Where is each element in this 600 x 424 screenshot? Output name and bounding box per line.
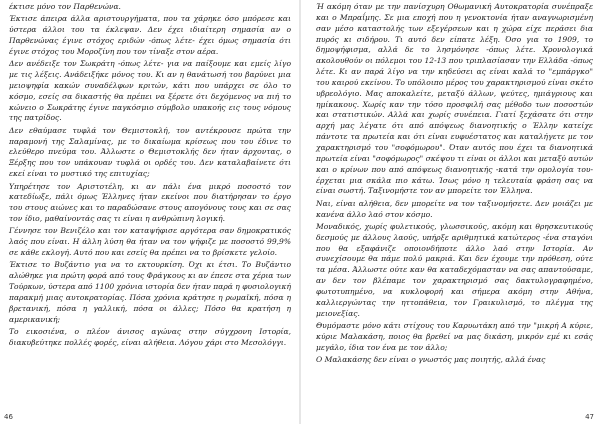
- paragraph: Γέννησε τον Βενιζέλο και τον καταψήφισε αργότερα σαν δημοκρατικός λαός που είναι. Η άλλη λύση θα ήταν να τον ψήφιζε με ποσοστό 99,9% σε κάθε εκλογή. Αυτό που και εσείς θα πρέπει να το βρίσκετε γελοίο.: [9, 226, 291, 258]
- page-number-left: 46: [4, 413, 13, 421]
- right-page: [301, 0, 600, 424]
- paragraph: Το εικοσιένα, ο πλέον άνισος αγώνας στην σύγχρονη Ιστορία, διακυβεύτηκε πολλές φορές, είναι αλήθεια. Λόγου χάρι στο Μεσολόγγι.: [9, 326, 291, 347]
- paragraph: Ο Μαλακάσης δεν είναι ο γνωστός μας ποιητής, αλλά ένας: [316, 355, 546, 364]
- paragraph: Μοναδικός, χωρίς φυλετικούς, γλωσσικούς, ακόμη και θρησκευτικούς δεσμούς με άλλους λαούς, υπήρξε αριθμητικά κατώτερος -ένα σταγόνι που θα εξαφάνιζε οποιονδήποτε άλλο λαό στην Ιστορία. Αν συνεχίσουμε θα πάμε πολύ μακριά. Και δεν έχουμε την πρόθεση, ούτε τα μέσα. Άλλωστε ούτε καν θα καταδεχόμασταν να σας απαντούσαμε, αν δεν τον βλέπαμε τον χαρακτηρισμό σας δακτυλογραφημένο, φωτοτυπημένο, να κυκλοφορή και σήμερα ακόμη στην Αθήνα, καλλιεργώντας την ηττοπάθεια, τον Γραικυλισμό, το πλέγμα της μειονεξίας.: [316, 221, 593, 318]
- page-number-right: 47: [585, 413, 594, 421]
- paragraph: Ή ακόμη όταν με την πανίσχυρη Οθωμανική Αυτοκρατορία συνέπραξε και ο Μπραΐμης. Σε μια εποχή που η γενοκτονία ήταν αναγνωρισμένη σαν μέσο καταστολής των εξεγέρσεων και η χώρα είχε περάσει δια πυρός κι σιδήρου. Τι αυτό δεν είπατε λέξη. Όσο για το 1909, το δημοψήφισμα, αλλά δε το λησμόνησε -όπως λέτε. Χρονολογικά ακολουθούν οι πόλεμοι του 12-13 που τριπλασίασαν την Ελλάδα -όπως λέτε. Κι αν παρά λίγο να την κηδεύσει ας είναι καλά το "εμπάργκο" του καιρού εκείνου. Το υπόλοιπο μέρος του χαρακτηρισμού είναι σκέτο υβρεολόγιο. Μας αποκαλείτε, μεταξύ άλλων, ψεύτες, ημιάγριους και ημίκακους. Χωρίς καν την τόσο προσφιλή σας μέθοδο των ποσοστών και στατιστικών. Αλλά και χωρίς συνέπεια. Γιατί ξεχάσατε ότι στην αρχή μας λέγατε ότι από απόψεως διανοητικής ο Έλλην κατείχε πάντοτε τα πρωτεία και ότι είναι ευφυέστατος και καταλήγετε με τον χαρακτηρισμό του "σοφόμωρου". Όταν αυτός που έχει τα διανοητικά πρωτεία είναι "σοφόμωρος" σκέψου τι είναι οι άλλοι και μεταξύ αυτών και ο κρίνων που από απόψεως διανοητικής -κατά την ομολογία του- έρχεται μια σκάλα πιο κάτω. Ίσως μόνο η τελευταία φράση σας να είναι σωστή. Ταξινομήστε τον αν μπορείτε τον Έλληνα.: [316, 2, 593, 196]
- paragraph: Δεν εθαύμασε τυφλά τον Θεμιστοκλή, τον αντέκρουσε πρώτα την παραμονή της Σαλαμίνας, με το δικαίωμα κρίσεως που του έδινε το ελεύθερο πνεύμα του. Άλλωστε ο Θεμιστοκλής δεν ήταν άρχοντας, ο Ξέρξης που τον υπάκουαν τυφλά οι ορδές του. Δεν καταλαβαίνετε ότι εκεί είναι το μυστικό της επιτυχίας;: [9, 125, 291, 179]
- left-page: [0, 0, 299, 424]
- paragraph: Έκτισε άπειρα άλλα αριστουργήματα, που τα χάρηκε όσο μπόρεσε και ύστερα άλλοι του τα έκλεψαν. Δεν έχει ιδιαίτερη σημασία αν ο Παρθενώνας έγινε στόχος εριδών -όπως λέτε- έχει όμως σημασία ότι έγινε στόχος του Μοροζίνη που τον τίναξε στον αέρα.: [9, 14, 291, 56]
- paragraph: Ναι, είναι αλήθεια, δεν μπορείτε να τον ταξινομήσετε. Δεν μοιάζει με κανένα άλλο λαό στον κόσμο.: [316, 198, 593, 219]
- left-page-text: [9, 2, 291, 349]
- paragraph: Θυμόμαστε μόνο κάτι στίχους του Καρυωτάκη από την "μικρή Α κύριε, κύριε Μαλακάση, ποιος θα βρεθεί να μας δικάση, μικρόν εμέ κι εσάς μεγάλο, ίδια τον ένα με τον άλλο;: [316, 320, 593, 352]
- paragraph: Υπηρέτησε τον Αριστοτέλη, κι αν πάλι ένα μικρό ποσοστό τον κατεδίωξε, πάλι όμως Έλληνες ήταν εκείνοι που διατήρησαν το έργο του στους αιώνες και το παραδώσανε στους απογόνους τους και σε σας τον ίδιο, μαθαίνοντάς σας τι είναι η ανθρώπινη λογική.: [9, 181, 291, 224]
- paragraph: Έκτισε το Βυζάντιο για να το εκτουρκίση. Όχι κι έτσι. Το Βυζάντιο αλώθηκε για πρώτη φορά από τους Φράγκους κι αν έπεσε στα χέρια των Τούρκων, ύστερα από 1100 χρόνια ιστορία δεν ήταν παρά η φυσιολογική παρακμή μιας αυτοκρατορίας. Πόσα χρόνια κράτησε η ρωμαϊκή, πόσα η βρετανική, πόσα η γαλλική, πόσα οι άλλες; Πόσο θα κρατήση η αμερικανική;: [9, 260, 291, 324]
- paragraph: έκτισε μόνο τον Παρθενώνα.: [9, 2, 121, 11]
- right-page-text: [316, 2, 593, 366]
- paragraph: Δεν ανέδειξε τον Σωκράτη -όπως λέτε- για να παίξουμε και εμείς λίγο με τις λέξεις. Ανάδειξήκε μόνος του. Κι αν η θανάτωσή του βαρύνει μια μειοψηφία κακών συναδέλφων κριτών, κάτι που υπάρχει σε όλο το κόσμο, εσείς σα δικαστής θα πρέπει να ξέρετε ότι δεχόμενος να πιή το κώνειο ο Σωκράτης έγινε παγκόσμιο σύμβολο υπακοής εις τους νόμους της πατρίδος.: [9, 59, 291, 123]
